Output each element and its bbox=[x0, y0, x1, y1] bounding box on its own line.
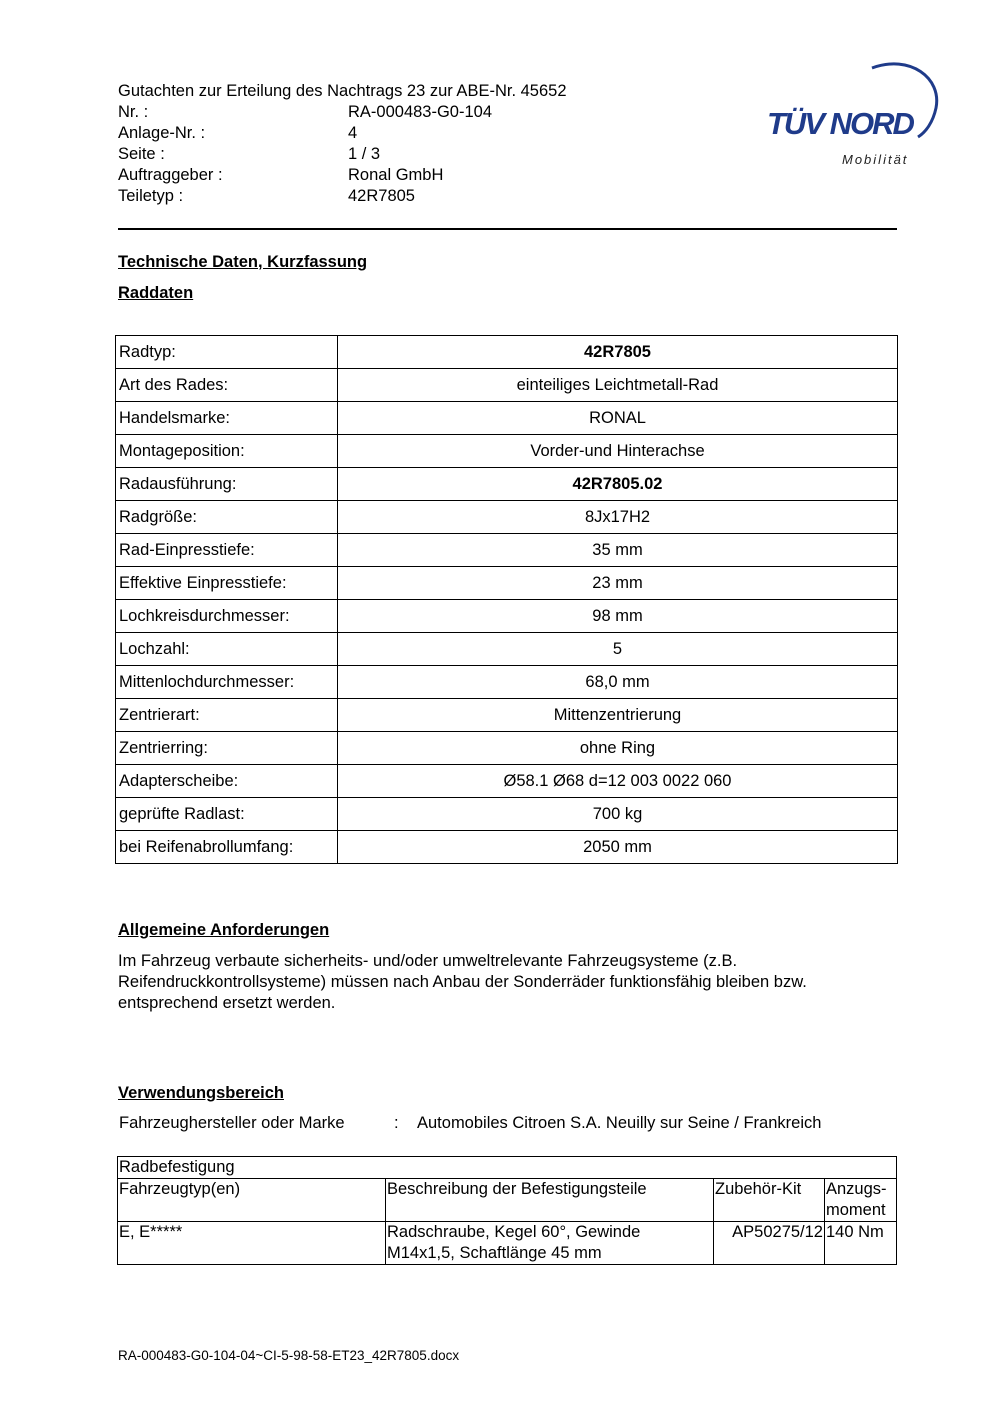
raddaten-value: 23 mm bbox=[338, 567, 898, 600]
table-row bbox=[116, 699, 898, 732]
raddaten-key: Radtyp: bbox=[116, 336, 338, 369]
raddaten-value: 68,0 mm bbox=[338, 666, 898, 699]
heading-raddaten: Raddaten bbox=[118, 284, 194, 302]
raddaten-key: Effektive Einpresstiefe: bbox=[116, 567, 338, 600]
verwendung-line bbox=[119, 1114, 821, 1133]
raddaten-value: 5 bbox=[338, 633, 898, 666]
raddaten-value: 8Jx17H2 bbox=[338, 501, 898, 534]
table-row bbox=[116, 633, 898, 666]
table-row bbox=[116, 435, 898, 468]
header-value: RA-000483-G0-104 bbox=[348, 103, 493, 121]
header-key: Seite : bbox=[118, 145, 165, 163]
raddaten-value: 700 kg bbox=[338, 798, 898, 831]
befest-cell: E, E***** bbox=[118, 1222, 386, 1265]
radbefestigung-table bbox=[117, 1156, 897, 1265]
table-row bbox=[116, 666, 898, 699]
table-row bbox=[116, 402, 898, 435]
table-row bbox=[116, 798, 898, 831]
header-field-seite bbox=[118, 144, 492, 165]
raddaten-key: Rad-Einpresstiefe: bbox=[116, 534, 338, 567]
header-value: 4 bbox=[348, 124, 358, 142]
raddaten-key: Lochkreisdurchmesser: bbox=[116, 600, 338, 633]
raddaten-key: Lochzahl: bbox=[116, 633, 338, 666]
verwendung-value: Automobiles Citroen S.A. Neuilly sur Seine / Frankreich bbox=[417, 1114, 822, 1132]
raddaten-key: Art des Rades: bbox=[116, 369, 338, 402]
raddaten-value: 42R7805 bbox=[338, 336, 898, 369]
table-row bbox=[116, 468, 898, 501]
header-key: Anlage-Nr. : bbox=[118, 124, 206, 142]
raddaten-key: Handelsmarke: bbox=[116, 402, 338, 435]
raddaten-key: Adapterscheibe: bbox=[116, 765, 338, 798]
befest-header-cell: Anzugs-moment bbox=[825, 1179, 897, 1222]
table-row bbox=[116, 831, 898, 864]
raddaten-value: 2050 mm bbox=[338, 831, 898, 864]
raddaten-value: Vorder-und Hinterachse bbox=[338, 435, 898, 468]
raddaten-value: RONAL bbox=[338, 402, 898, 435]
header-key: Nr. : bbox=[118, 103, 149, 121]
befest-title-row bbox=[118, 1157, 897, 1179]
raddaten-key: Zentrierart: bbox=[116, 699, 338, 732]
table-row bbox=[116, 336, 898, 369]
header-field-anlage bbox=[118, 123, 492, 144]
befest-cell: 140 Nm bbox=[825, 1222, 897, 1265]
header-value: 1 / 3 bbox=[348, 145, 381, 163]
header-divider bbox=[118, 228, 897, 230]
header-key: Auftraggeber : bbox=[118, 166, 223, 184]
table-row bbox=[116, 732, 898, 765]
raddaten-body bbox=[116, 336, 898, 864]
heading-verwendungsbereich: Verwendungsbereich bbox=[118, 1084, 284, 1102]
header-key: Teiletyp : bbox=[118, 187, 184, 205]
document-title: Gutachten zur Erteilung des Nachtrags 23 zur ABE-Nr. 45652 bbox=[118, 82, 567, 100]
raddaten-value: 98 mm bbox=[338, 600, 898, 633]
raddaten-value: einteiliges Leichtmetall-Rad bbox=[338, 369, 898, 402]
raddaten-key: Zentrierring: bbox=[116, 732, 338, 765]
befest-header-cell: Beschreibung der Befestigungsteile bbox=[386, 1179, 714, 1222]
footer-filename: RA-000483-G0-104-04~CI-5-98-58-ET23_42R7805.docx bbox=[118, 1348, 460, 1363]
logo-subtitle: Mobilität bbox=[842, 152, 909, 167]
befest-header-cell: Fahrzeugtyp(en) bbox=[118, 1179, 386, 1222]
raddaten-key: Radausführung: bbox=[116, 468, 338, 501]
table-row bbox=[116, 369, 898, 402]
verwendung-separator: : bbox=[394, 1114, 399, 1132]
logo-wordmark: TÜV NORD bbox=[767, 106, 913, 141]
raddaten-key: bei Reifenabrollumfang: bbox=[116, 831, 338, 864]
heading-technische-daten: Technische Daten, Kurzfassung bbox=[118, 253, 368, 271]
raddaten-value: 42R7805.02 bbox=[338, 468, 898, 501]
table-row bbox=[116, 534, 898, 567]
raddaten-table bbox=[115, 335, 898, 864]
raddaten-key: Mittenlochdurchmesser: bbox=[116, 666, 338, 699]
raddaten-value: 35 mm bbox=[338, 534, 898, 567]
table-row bbox=[116, 765, 898, 798]
table-row bbox=[116, 501, 898, 534]
befest-header-cell: Zubehör-Kit bbox=[714, 1179, 825, 1222]
raddaten-value: Mittenzentrierung bbox=[338, 699, 898, 732]
befest-header-row bbox=[118, 1179, 897, 1222]
header-field-auftraggeber bbox=[118, 165, 492, 186]
header-field-teiletyp bbox=[118, 186, 492, 207]
header-fields bbox=[118, 102, 492, 207]
raddaten-key: geprüfte Radlast: bbox=[116, 798, 338, 831]
raddaten-key: Radgröße: bbox=[116, 501, 338, 534]
table-row bbox=[116, 567, 898, 600]
raddaten-value: Ø58.1 Ø68 d=12 003 0022 060 bbox=[338, 765, 898, 798]
table-row bbox=[116, 600, 898, 633]
raddaten-value: ohne Ring bbox=[338, 732, 898, 765]
table-row bbox=[118, 1222, 897, 1265]
header-value: Ronal GmbH bbox=[348, 166, 444, 184]
allgemeine-text: Im Fahrzeug verbaute sicherheits- und/oder umweltrelevante Fahrzeugsysteme (z.B. Reifendruckkontrollsysteme) müssen nach Anbau der Sonderräder funktionsfähig bleiben bzw. entsprechend ersetzt werden. bbox=[118, 952, 807, 1012]
befest-cell: AP50275/12 bbox=[714, 1222, 825, 1265]
befest-cell: Radschraube, Kegel 60°, Gewinde M14x1,5, Schaftlänge 45 mm bbox=[386, 1222, 714, 1265]
verwendung-key: Fahrzeughersteller oder Marke bbox=[119, 1114, 345, 1132]
befest-title: Radbefestigung bbox=[118, 1157, 897, 1179]
header-value: 42R7805 bbox=[348, 187, 415, 205]
header-field-nr bbox=[118, 102, 492, 123]
heading-allgemeine-anforderungen: Allgemeine Anforderungen bbox=[118, 921, 330, 939]
raddaten-key: Montageposition: bbox=[116, 435, 338, 468]
